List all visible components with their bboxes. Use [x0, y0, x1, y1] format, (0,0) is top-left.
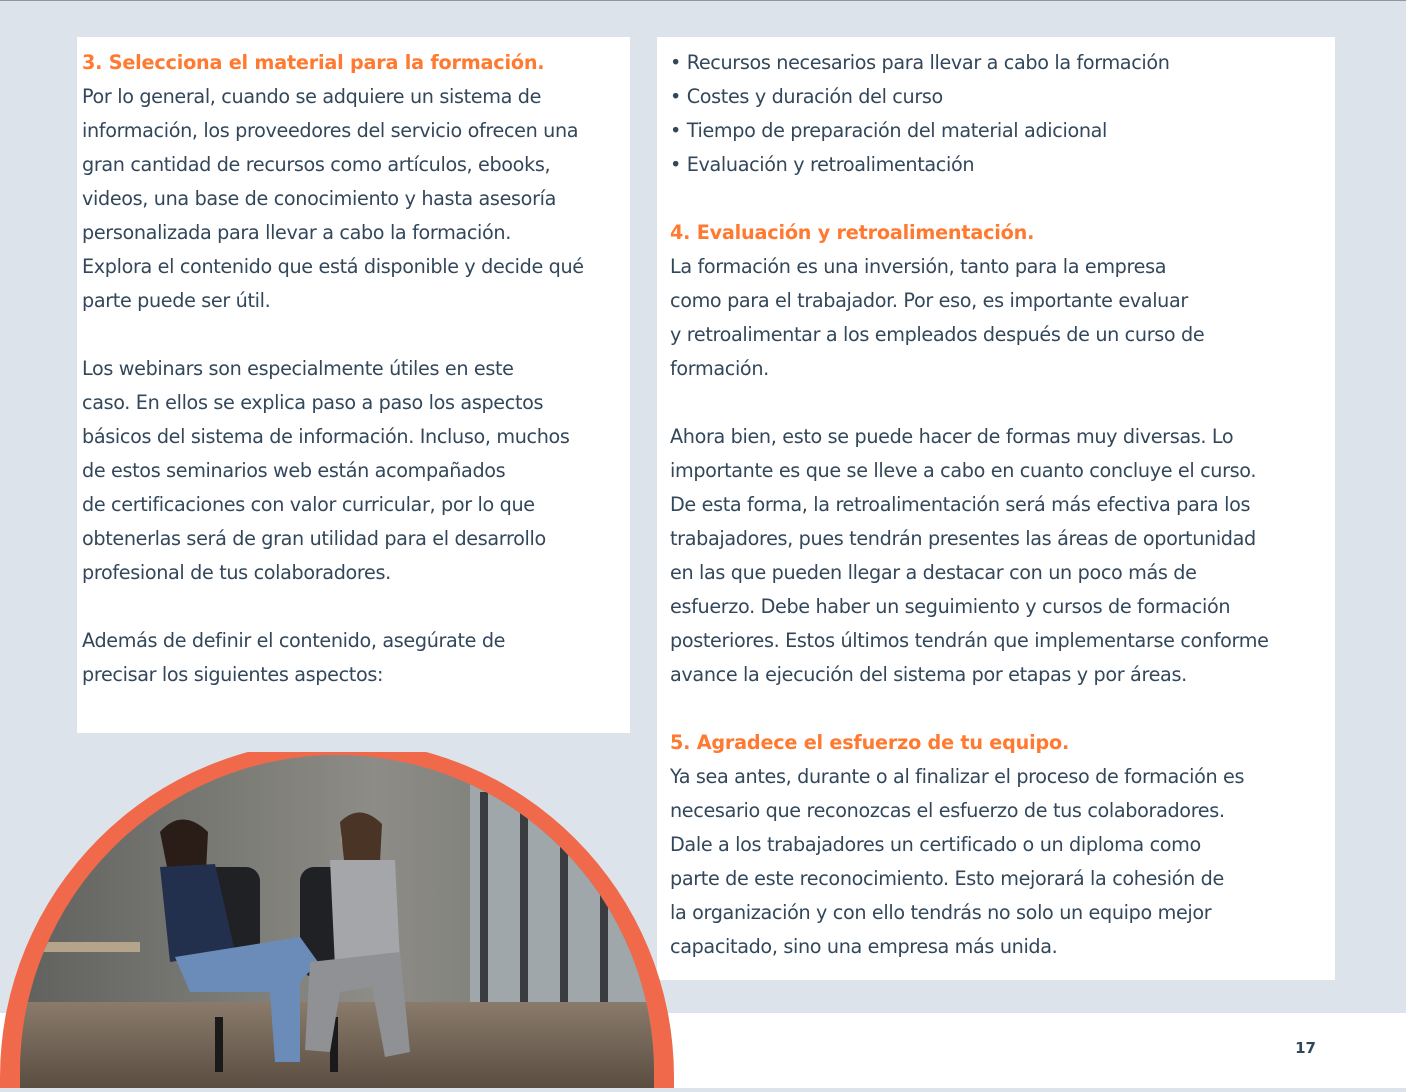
section-3-heading: 3. Selecciona el material para la formación.: [82, 51, 545, 74]
left-text-card: [77, 37, 630, 733]
office-photo: [0, 752, 680, 1088]
list-item: • Costes y duración del curso: [670, 80, 1335, 114]
top-border-line: [0, 0, 1406, 1]
right-text-card: [657, 37, 1335, 980]
left-paragraph-3: Además de definir el contenido, asegúrate de precisar los siguientes aspectos:: [82, 629, 506, 686]
section-4-paragraph-2: Ahora bien, esto se puede hacer de formas muy diversas. Lo importante es que se lleve a cabo en cuanto concluye el curso. De esta forma, la retroalimentación será más efectiva para los trabajadores, pues tendrán presentes las áreas de oportunidad en las que pueden llegar a destacar con un poco más de esfuerzo. Debe haber un seguimiento y cursos de formación posteriores. Estos últimos tendrán que implementarse conforme avance la ejecución del sistema por etapas y por áreas.: [670, 425, 1269, 686]
list-item: • Recursos necesarios para llevar a cabo la formación: [670, 46, 1335, 80]
aspects-list: [670, 46, 1335, 182]
left-paragraph-2: Los webinars son especialmente útiles en este caso. En ellos se explica paso a paso los aspectos básicos del sistema de información. Incluso, muchos de estos seminarios web están acompañados de certificaciones con valor curricular, por lo que obtenerlas será de gran utilidad para el desarrollo profesional de tus colaboradores.: [82, 357, 570, 584]
section-5-heading: 5. Agradece el esfuerzo de tu equipo.: [670, 731, 1070, 754]
section-4-heading: 4. Evaluación y retroalimentación.: [670, 221, 1035, 244]
section-4-paragraph-1: La formación es una inversión, tanto para la empresa como para el trabajador. Por eso, es importante evaluar y retroalimentar a los empleados después de un curso de formación.: [670, 255, 1205, 380]
list-item: • Evaluación y retroalimentación: [670, 148, 1335, 182]
list-item: • Tiempo de preparación del material adicional: [670, 114, 1335, 148]
left-paragraph-1: Por lo general, cuando se adquiere un sistema de información, los proveedores del servicio ofrecen una gran cantidad de recursos como artículos, ebooks, videos, una base de conocimiento y hasta asesoría personalizada para llevar a cabo la formación. Explora el contenido que está disponible y decide qué parte puede ser útil.: [82, 85, 584, 312]
section-5-paragraph: Ya sea antes, durante o al finalizar el proceso de formación es necesario que reconozcas el esfuerzo de tus colaboradores. Dale a los trabajadores un certificado o un diploma como parte de este reconocimiento. Esto mejorará la cohesión de la organización y con ello tendrás no solo un equipo mejor capacitado, sino una empresa más unida.: [670, 765, 1245, 958]
page-number: 17: [1295, 1039, 1316, 1057]
